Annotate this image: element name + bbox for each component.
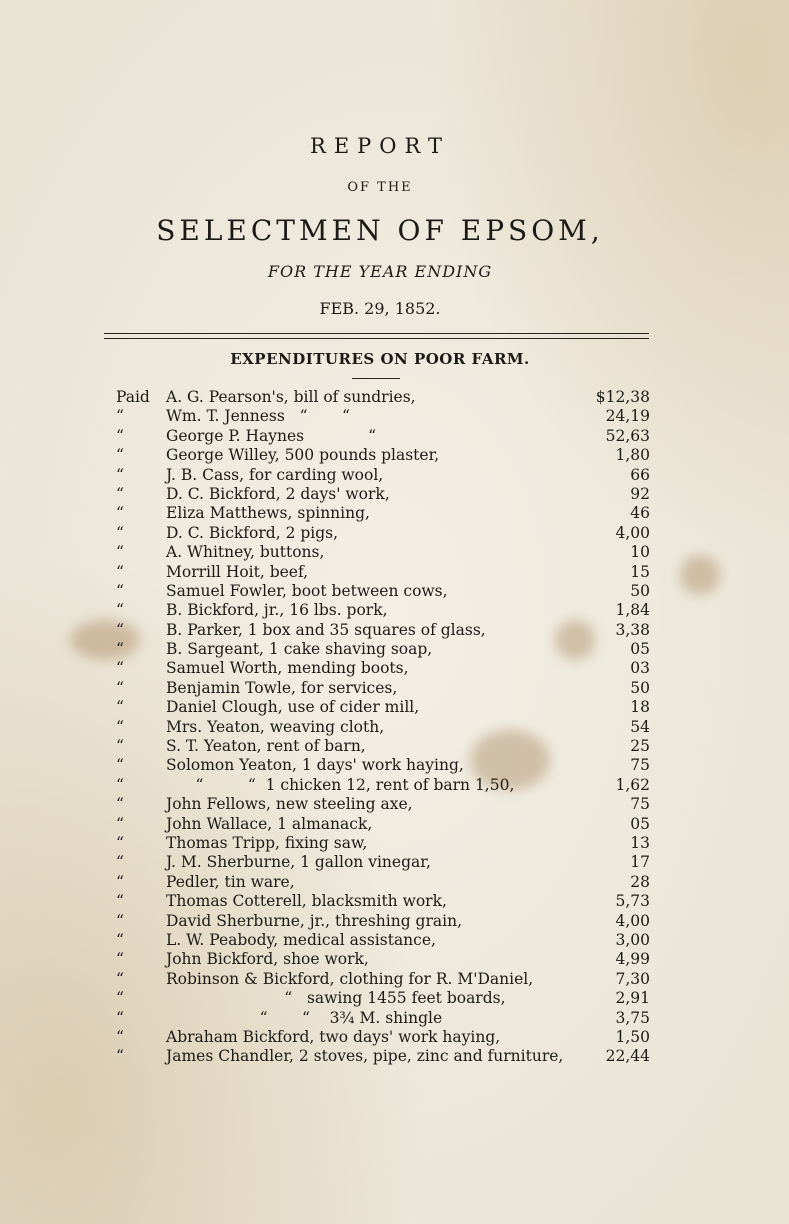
entry-description: Benjamin Towle, for services, bbox=[166, 678, 398, 697]
entry-lead: “ bbox=[116, 853, 124, 872]
entry-amount: 1,84 bbox=[615, 601, 650, 620]
section-divider bbox=[352, 378, 400, 379]
expenditure-entry bbox=[110, 388, 650, 407]
entry-lead: “ bbox=[116, 698, 124, 717]
entry-description: Wm. T. Jenness “ “ bbox=[166, 407, 350, 426]
expenditure-entry bbox=[110, 427, 650, 446]
entry-amount: 54 bbox=[630, 717, 650, 736]
entry-lead: “ bbox=[116, 795, 124, 814]
entry-description: “ “ 1 chicken 12, rent of barn 1,50, bbox=[166, 775, 515, 794]
paper-stain bbox=[680, 555, 720, 595]
entry-description: J. B. Cass, for carding wool, bbox=[166, 465, 384, 484]
entry-description: Solomon Yeaton, 1 days' work haying, bbox=[166, 756, 464, 775]
entry-lead: “ bbox=[116, 426, 124, 445]
entry-lead: “ bbox=[116, 678, 124, 697]
entry-amount: 4,00 bbox=[615, 523, 650, 542]
expenditure-entry bbox=[110, 970, 650, 989]
entry-lead: “ bbox=[116, 930, 124, 949]
entry-description: “ “ 3¾ M. shingle bbox=[166, 1008, 443, 1027]
entry-amount: 4,99 bbox=[615, 950, 650, 969]
entry-amount: 10 bbox=[630, 543, 650, 562]
entry-amount: $12,38 bbox=[595, 388, 650, 406]
entry-amount: 3,38 bbox=[615, 620, 650, 639]
expenditure-entry bbox=[110, 582, 650, 601]
entry-description: George P. Haynes “ bbox=[166, 426, 377, 445]
entry-amount: 25 bbox=[630, 737, 650, 756]
entry-description: Pedler, tin ware, bbox=[166, 872, 295, 891]
expenditure-entry bbox=[110, 543, 650, 562]
entry-lead: “ bbox=[116, 562, 124, 581]
entry-amount: 92 bbox=[630, 484, 650, 503]
entry-amount: 50 bbox=[630, 581, 650, 600]
entry-lead: “ bbox=[116, 717, 124, 736]
expenditure-entry bbox=[110, 912, 650, 931]
selectmen-heading: SELECTMEN OF EPSOM, bbox=[156, 214, 604, 247]
entry-lead: “ bbox=[116, 659, 124, 678]
entry-description: B. Bickford, jr., 16 lbs. pork, bbox=[166, 601, 388, 620]
entry-description: B. Parker, 1 box and 35 squares of glass, bbox=[166, 620, 486, 639]
entry-description: A. G. Pearson's, bill of sundries, bbox=[166, 388, 416, 406]
of-the-heading: OF THE bbox=[347, 180, 413, 195]
entry-description: John Bickford, shoe work, bbox=[166, 950, 369, 969]
double-rule-bottom bbox=[104, 338, 649, 339]
entry-lead: “ bbox=[116, 756, 124, 775]
entry-description: James Chandler, 2 stoves, pipe, zinc and furniture, bbox=[166, 1047, 564, 1066]
expenditure-entry bbox=[110, 446, 650, 465]
expenditure-entry bbox=[110, 815, 650, 834]
entry-lead: “ bbox=[116, 504, 124, 523]
entry-amount: 1,80 bbox=[615, 446, 650, 465]
entry-lead: “ bbox=[116, 601, 124, 620]
entry-lead: “ bbox=[116, 640, 124, 659]
entry-lead: “ bbox=[116, 892, 124, 911]
entry-description: L. W. Peabody, medical assistance, bbox=[166, 930, 436, 949]
entry-amount: 46 bbox=[630, 504, 650, 523]
expenditure-entry bbox=[110, 873, 650, 892]
entry-amount: 66 bbox=[630, 465, 650, 484]
entry-description: Samuel Worth, mending boots, bbox=[166, 659, 409, 678]
entry-description: John Fellows, new steeling axe, bbox=[166, 795, 413, 814]
entry-lead: “ bbox=[116, 465, 124, 484]
expenditure-entry bbox=[110, 659, 650, 678]
expenditure-entry bbox=[110, 1047, 650, 1066]
entry-amount: 3,75 bbox=[615, 1008, 650, 1027]
entry-lead: “ bbox=[116, 523, 124, 542]
entry-amount: 50 bbox=[630, 678, 650, 697]
expenditure-entry bbox=[110, 931, 650, 950]
expenditure-entry bbox=[110, 524, 650, 543]
expenditure-entry bbox=[110, 485, 650, 504]
expenditure-entry bbox=[110, 1028, 650, 1047]
double-rule-top bbox=[104, 333, 649, 334]
entry-amount: 28 bbox=[630, 872, 650, 891]
entry-amount: 18 bbox=[630, 698, 650, 717]
entry-amount: 52,63 bbox=[605, 426, 650, 445]
entry-amount: 24,19 bbox=[605, 407, 650, 426]
entry-lead: “ bbox=[116, 872, 124, 891]
expenditure-entry bbox=[110, 466, 650, 485]
entry-lead: “ bbox=[116, 911, 124, 930]
year-ending-heading: FOR THE YEAR ENDING bbox=[267, 262, 493, 281]
entry-description: George Willey, 500 pounds plaster, bbox=[166, 446, 440, 465]
entry-lead: Paid bbox=[116, 388, 150, 406]
entry-amount: 7,30 bbox=[615, 969, 650, 988]
entry-lead: “ bbox=[116, 969, 124, 988]
report-heading: REPORT bbox=[310, 134, 450, 158]
entry-description: S. T. Yeaton, rent of barn, bbox=[166, 737, 366, 756]
entry-description: J. M. Sherburne, 1 gallon vinegar, bbox=[166, 853, 431, 872]
expenditure-entry bbox=[110, 601, 650, 620]
expenditure-entry bbox=[110, 795, 650, 814]
expenditure-entry bbox=[110, 989, 650, 1008]
expenditure-entry bbox=[110, 776, 650, 795]
entry-lead: “ bbox=[116, 833, 124, 852]
entry-description: Abraham Bickford, two days' work haying, bbox=[166, 1027, 501, 1046]
entry-amount: 17 bbox=[630, 853, 650, 872]
entry-lead: “ bbox=[116, 543, 124, 562]
entry-lead: “ bbox=[116, 737, 124, 756]
entry-description: A. Whitney, buttons, bbox=[166, 543, 325, 562]
entry-amount: 15 bbox=[630, 562, 650, 581]
entry-description: John Wallace, 1 almanack, bbox=[166, 814, 373, 833]
entry-description: Mrs. Yeaton, weaving cloth, bbox=[166, 717, 385, 736]
expenditure-entry bbox=[110, 834, 650, 853]
entry-description: “ sawing 1455 feet boards, bbox=[166, 989, 506, 1008]
entry-description: Thomas Tripp, fixing saw, bbox=[166, 833, 368, 852]
entry-amount: 05 bbox=[630, 640, 650, 659]
entry-description: Samuel Fowler, boot between cows, bbox=[166, 581, 448, 600]
entry-lead: “ bbox=[116, 989, 124, 1008]
entry-description: Thomas Cotterell, blacksmith work, bbox=[166, 892, 447, 911]
entry-lead: “ bbox=[116, 814, 124, 833]
entry-lead: “ bbox=[116, 1008, 124, 1027]
entry-description: David Sherburne, jr., threshing grain, bbox=[166, 911, 462, 930]
expenditure-entry bbox=[110, 621, 650, 640]
expenditure-entry bbox=[110, 737, 650, 756]
entry-lead: “ bbox=[116, 407, 124, 426]
entry-lead: “ bbox=[116, 775, 124, 794]
section-title: EXPENDITURES ON POOR FARM. bbox=[230, 350, 530, 368]
entry-amount: 5,73 bbox=[615, 892, 650, 911]
entry-description: D. C. Bickford, 2 days' work, bbox=[166, 484, 390, 503]
report-date: FEB. 29, 1852. bbox=[319, 299, 441, 318]
entry-amount: 03 bbox=[630, 659, 650, 678]
entry-lead: “ bbox=[116, 620, 124, 639]
expenditure-list bbox=[110, 388, 650, 1067]
entry-description: D. C. Bickford, 2 pigs, bbox=[166, 523, 339, 542]
entry-amount: 75 bbox=[630, 795, 650, 814]
expenditure-entry bbox=[110, 950, 650, 969]
entry-amount: 2,91 bbox=[615, 989, 650, 1008]
entry-description: B. Sargeant, 1 cake shaving soap, bbox=[166, 640, 433, 659]
expenditure-entry bbox=[110, 504, 650, 523]
entry-lead: “ bbox=[116, 484, 124, 503]
entry-lead: “ bbox=[116, 1027, 124, 1046]
expenditure-entry bbox=[110, 679, 650, 698]
expenditure-entry bbox=[110, 892, 650, 911]
entry-amount: 3,00 bbox=[615, 930, 650, 949]
entry-amount: 4,00 bbox=[615, 911, 650, 930]
expenditure-entry bbox=[110, 407, 650, 426]
entry-description: Morrill Hoit, beef, bbox=[166, 562, 309, 581]
entry-amount: 1,50 bbox=[615, 1027, 650, 1046]
expenditure-entry bbox=[110, 853, 650, 872]
entry-amount: 05 bbox=[630, 814, 650, 833]
expenditure-entry bbox=[110, 1009, 650, 1028]
entry-lead: “ bbox=[116, 950, 124, 969]
expenditure-entry bbox=[110, 563, 650, 582]
entry-description: Robinson & Bickford, clothing for R. M'Daniel, bbox=[166, 969, 534, 988]
entry-lead: “ bbox=[116, 446, 124, 465]
entry-description: Eliza Matthews, spinning, bbox=[166, 504, 370, 523]
entry-amount: 22,44 bbox=[605, 1047, 650, 1066]
entry-amount: 13 bbox=[630, 833, 650, 852]
expenditure-entry bbox=[110, 698, 650, 717]
expenditure-entry bbox=[110, 640, 650, 659]
expenditure-entry bbox=[110, 718, 650, 737]
entry-lead: “ bbox=[116, 1047, 124, 1066]
entry-amount: 1,62 bbox=[615, 775, 650, 794]
expenditure-entry bbox=[110, 756, 650, 775]
entry-lead: “ bbox=[116, 581, 124, 600]
entry-description: Daniel Clough, use of cider mill, bbox=[166, 698, 420, 717]
entry-amount: 75 bbox=[630, 756, 650, 775]
